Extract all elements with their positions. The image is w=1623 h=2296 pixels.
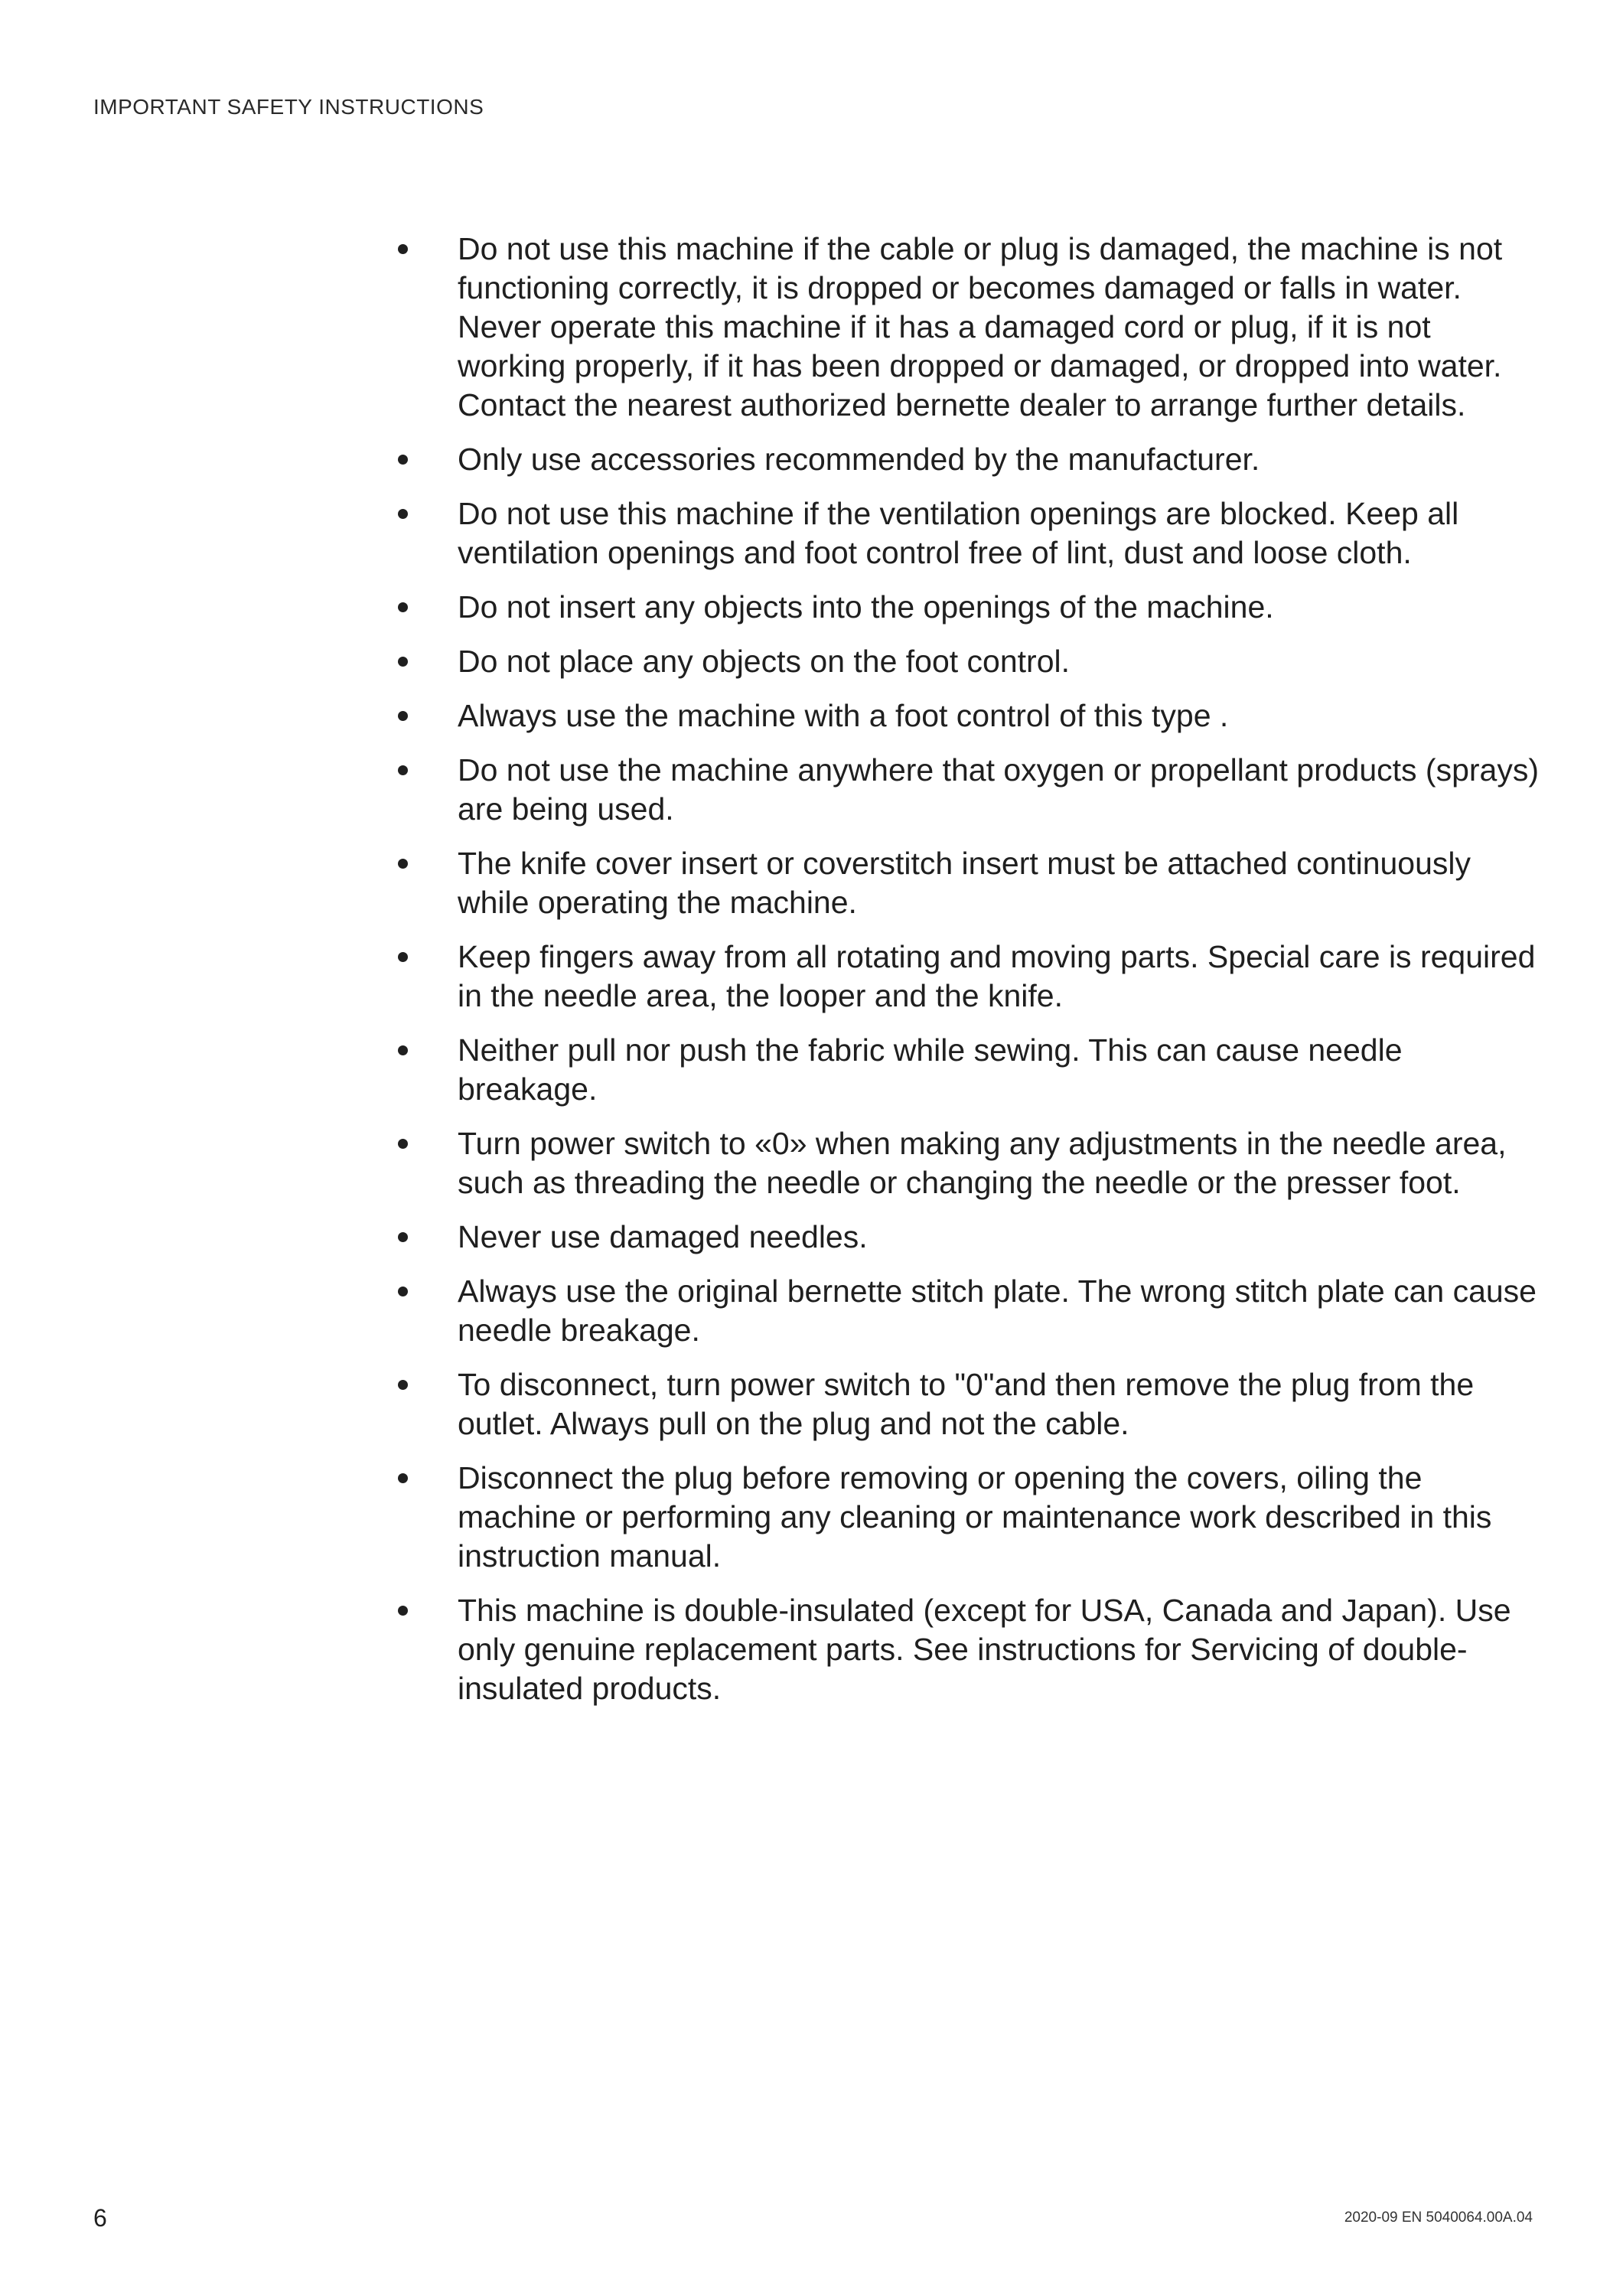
bullet-icon: [398, 711, 408, 721]
instruction-text: Always use the machine with a foot control of this type .: [458, 698, 1229, 733]
instruction-text: Neither pull nor push the fabric while sewing. This can cause needle breakage.: [458, 1032, 1403, 1107]
page-header-title: IMPORTANT SAFETY INSTRUCTIONS: [93, 95, 484, 119]
instruction-item: [398, 1459, 1546, 1576]
instruction-text: Do not insert any objects into the openings of the machine.: [458, 589, 1274, 625]
instruction-text: Always use the original bernette stitch plate. The wrong stitch plate can cause needle breakage.: [458, 1274, 1537, 1348]
instruction-text: Keep fingers away from all rotating and moving parts. Special care is required in the needle area, the looper and the knife.: [458, 939, 1536, 1013]
bullet-icon: [398, 602, 408, 612]
instruction-item: [398, 1031, 1546, 1109]
bullet-icon: [398, 1287, 408, 1296]
page-number: 6: [93, 2204, 107, 2232]
instruction-item: [398, 440, 1546, 479]
bullet-icon: [398, 509, 408, 519]
instruction-text: Do not use this machine if the cable or plug is damaged, the machine is not functioning correctly, it is dropped or becomes damaged or falls in water. Never operate this machine if it has a damaged cord or plug, if it is not working properly, if it has been dropped or damaged, or dropped into water. Contact the nearest authorized bernette dealer to arrange further details.: [458, 231, 1503, 422]
bullet-icon: [398, 1232, 408, 1242]
bullet-icon: [398, 952, 408, 962]
instruction-text: Never use damaged needles.: [458, 1219, 868, 1254]
bullet-icon: [398, 1473, 408, 1483]
safety-instructions-list: [398, 230, 1546, 1708]
bullet-icon: [398, 765, 408, 775]
instruction-item: [398, 1272, 1546, 1350]
instruction-text: The knife cover insert or coverstitch insert must be attached continuously while operating the machine.: [458, 846, 1471, 920]
instruction-item: [398, 1218, 1546, 1257]
instruction-text: Do not use the machine anywhere that oxygen or propellant products (sprays) are being used.: [458, 752, 1539, 827]
instruction-item: [398, 844, 1546, 922]
document-code: 2020-09 EN 5040064.00A.04: [1344, 2210, 1533, 2226]
bullet-icon: [398, 1606, 408, 1616]
instruction-text: This machine is double-insulated (except for USA, Canada and Japan). Use only genuine replacement parts. See instructions for Servicing of double-insulated products.: [458, 1593, 1511, 1706]
instruction-text: Turn power switch to «0» when making any adjustments in the needle area, such as threading the needle or changing the needle or the presser foot.: [458, 1126, 1507, 1200]
instruction-text: Do not use this machine if the ventilation openings are blocked. Keep all ventilation openings and foot control free of lint, dust and loose cloth.: [458, 496, 1459, 570]
safety-instructions-content: [398, 230, 1546, 1724]
instruction-item: [398, 1124, 1546, 1202]
bullet-icon: [398, 244, 408, 254]
bullet-icon: [398, 657, 408, 667]
instruction-item: [398, 938, 1546, 1016]
instruction-item: [398, 588, 1546, 627]
bullet-icon: [398, 859, 408, 869]
instruction-item: [398, 642, 1546, 681]
bullet-icon: [398, 1380, 408, 1390]
instruction-text: Disconnect the plug before removing or opening the covers, oiling the machine or performing any cleaning or maintenance work described in this instruction manual.: [458, 1460, 1492, 1574]
instruction-text: Do not place any objects on the foot control.: [458, 644, 1071, 679]
instruction-text: To disconnect, turn power switch to "0"and then remove the plug from the outlet. Always pull on the plug and not the cable.: [458, 1367, 1475, 1441]
instruction-item: [398, 696, 1546, 735]
instruction-item: [398, 751, 1546, 829]
instruction-item: [398, 1591, 1546, 1708]
instruction-item: [398, 1365, 1546, 1443]
bullet-icon: [398, 1139, 408, 1149]
instruction-item: [398, 230, 1546, 425]
instruction-text: Only use accessories recommended by the manufacturer.: [458, 442, 1260, 477]
bullet-icon: [398, 1045, 408, 1055]
instruction-item: [398, 494, 1546, 572]
bullet-icon: [398, 455, 408, 465]
